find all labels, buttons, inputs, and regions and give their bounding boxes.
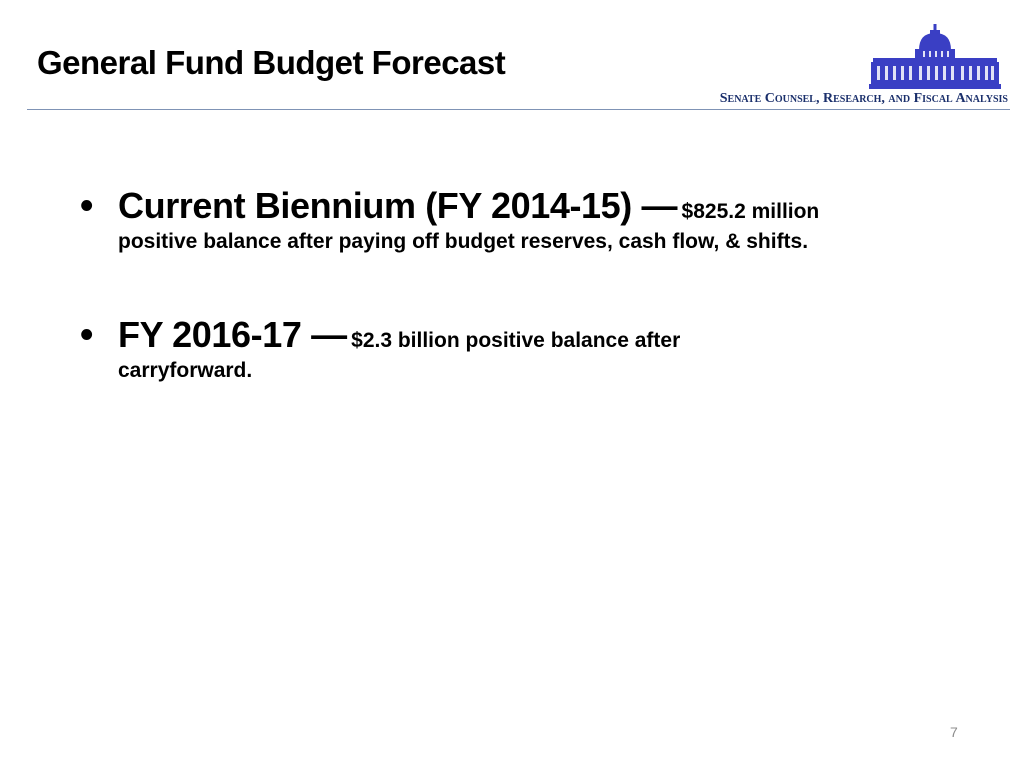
office-name: Senate Counsel, Research, and Fiscal Analysis [719, 91, 1008, 106]
page-number: 7 [950, 724, 958, 740]
bullet-list [80, 186, 960, 444]
bullet-heading: FY 2016-17 — [118, 314, 347, 355]
bullet-current-biennium [80, 186, 960, 257]
bullet-detail-line2: positive balance after paying off budget reserves, cash flow, & shifts. [118, 230, 809, 253]
bullet-marker: • [80, 314, 94, 356]
bullet-marker: • [80, 185, 94, 227]
header-divider [27, 109, 1010, 110]
bullet-detail-line2: carryforward. [118, 359, 253, 382]
bullet-heading: Current Biennium (FY 2014-15) — [118, 185, 678, 226]
bullet-detail-line1: $825.2 million [681, 200, 820, 223]
bullet-fy-2016-17 [80, 315, 960, 386]
capitol-building-icon [869, 24, 1001, 90]
slide-title: General Fund Budget Forecast [37, 44, 506, 81]
bullet-detail-line1: $2.3 billion positive balance after [351, 329, 681, 352]
